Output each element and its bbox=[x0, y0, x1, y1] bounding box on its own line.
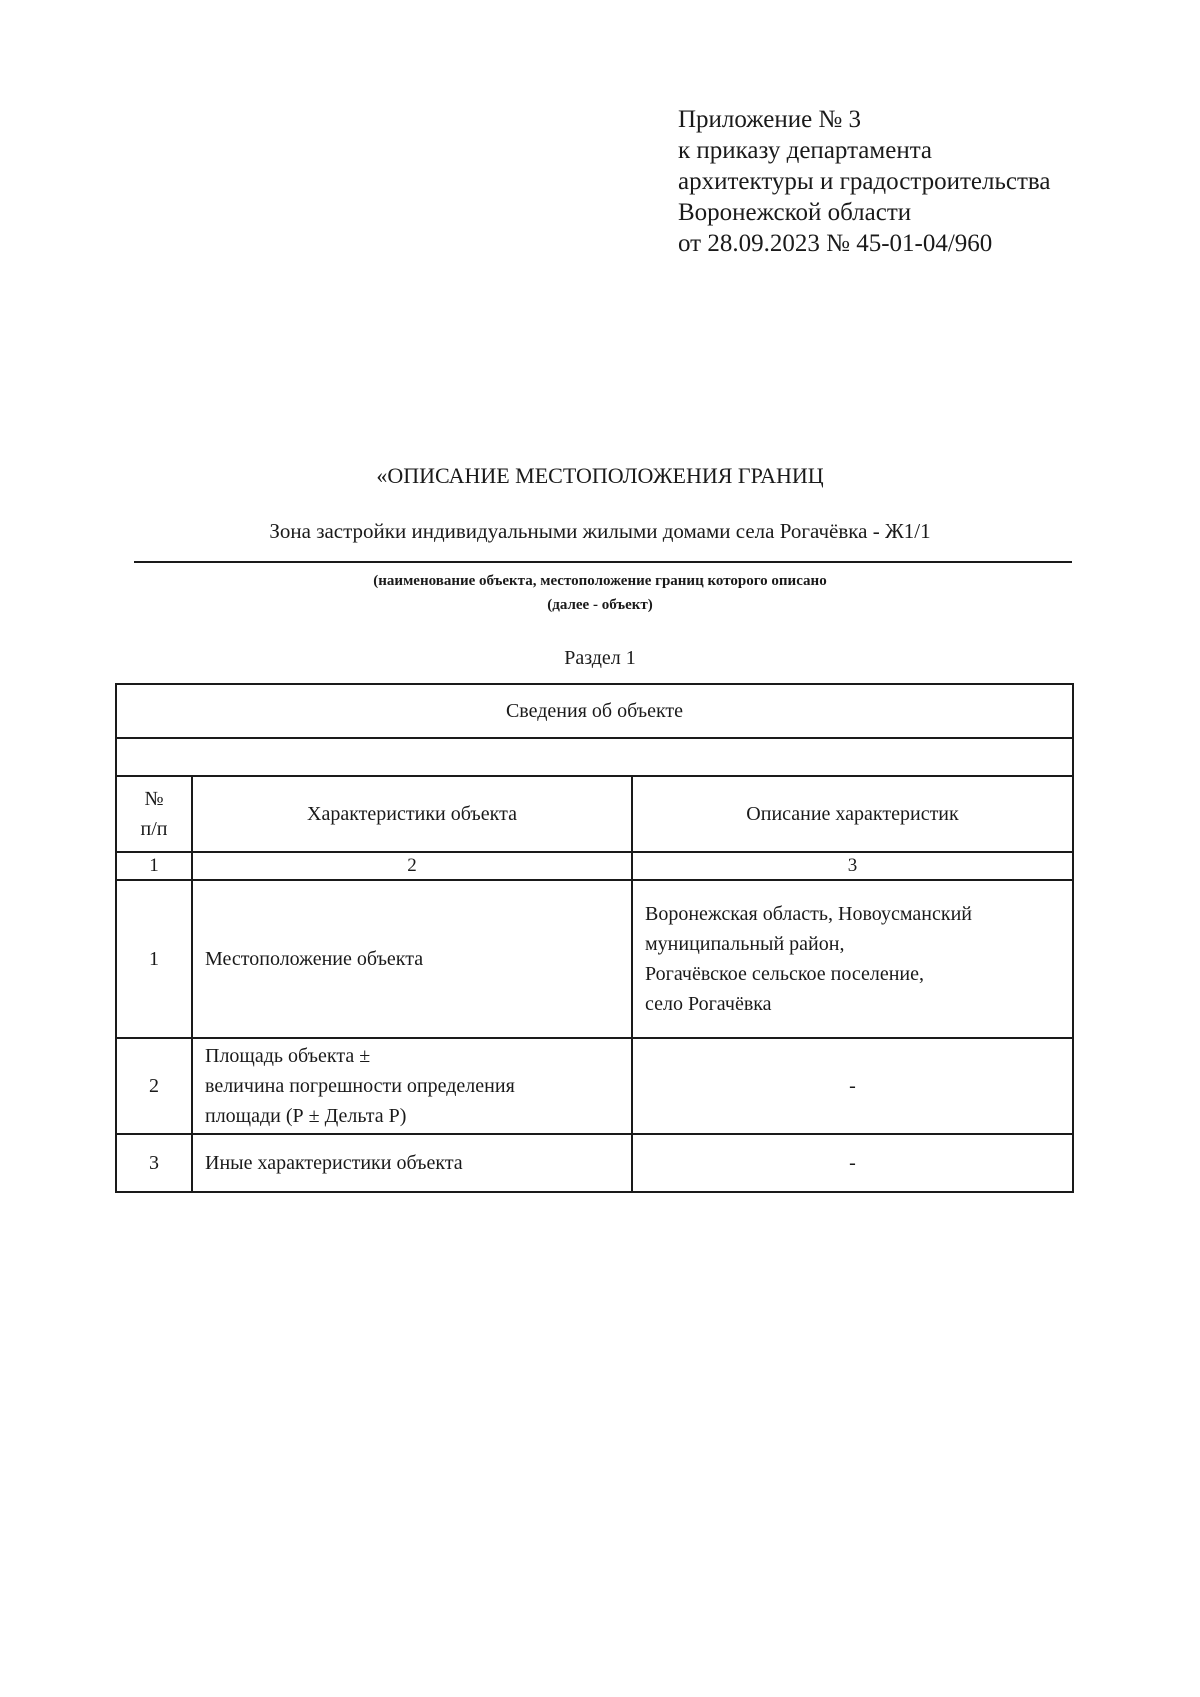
table-title: Сведения об объекте bbox=[116, 684, 1073, 738]
row-characteristic bbox=[192, 1134, 632, 1192]
approval-line: Приложение № 3 bbox=[678, 106, 862, 133]
characteristic-line: площади (Р ± Дельта Р) bbox=[205, 1105, 407, 1127]
row-characteristic bbox=[192, 1038, 632, 1134]
header-description: Описание характеристик bbox=[632, 776, 1073, 852]
object-name-caption bbox=[0, 569, 1200, 617]
table-blank-row bbox=[116, 738, 1073, 776]
row-num: 1 bbox=[116, 880, 192, 1038]
index-cell: 1 bbox=[116, 852, 192, 880]
table-index-row bbox=[116, 852, 1073, 880]
row-num: 3 bbox=[116, 1134, 192, 1192]
header-characteristic: Характеристики объекта bbox=[192, 776, 632, 852]
approval-line: Воронежской области bbox=[678, 199, 912, 226]
description-line: Воронежская область, Новоусманский bbox=[645, 903, 972, 925]
table-blank-cell bbox=[116, 738, 1073, 776]
index-cell: 3 bbox=[632, 852, 1073, 880]
object-info-table bbox=[115, 683, 1074, 1193]
object-name-underline bbox=[134, 561, 1072, 563]
object-name: Зона застройки индивидуальными жилыми домами села Рогачёвка - Ж1/1 bbox=[269, 519, 931, 543]
row-description: - bbox=[632, 1134, 1073, 1192]
row-num: 2 bbox=[116, 1038, 192, 1134]
section-label: Раздел 1 bbox=[564, 647, 636, 669]
table-title-row bbox=[116, 684, 1073, 738]
row-characteristic bbox=[192, 880, 632, 1038]
approval-line: к приказу департамента bbox=[678, 137, 933, 164]
approval-block bbox=[678, 104, 1050, 259]
caption-line: (наименование объекта, местоположение границ которого описано bbox=[373, 573, 827, 589]
caption-line: (далее - объект) bbox=[547, 597, 653, 613]
description-line: село Рогачёвка bbox=[645, 993, 772, 1015]
approval-line: от 28.09.2023 № 45-01-04/960 bbox=[678, 230, 993, 257]
table-row bbox=[116, 880, 1073, 1038]
characteristic-line: Площадь объекта ± bbox=[205, 1045, 371, 1067]
header-num bbox=[116, 776, 192, 852]
approval-line: архитектуры и градостроительства bbox=[678, 168, 1051, 195]
header-num-line: № bbox=[144, 788, 164, 810]
table-row bbox=[116, 1038, 1073, 1134]
document-title: «ОПИСАНИЕ МЕСТОПОЛОЖЕНИЯ ГРАНИЦ bbox=[376, 463, 824, 488]
description-line: Рогачёвское сельское поселение, bbox=[645, 963, 925, 985]
characteristic-line: Иные характеристики объекта bbox=[205, 1152, 463, 1174]
characteristic-line: Местоположение объекта bbox=[205, 948, 424, 970]
characteristic-line: величина погрешности определения bbox=[205, 1075, 515, 1097]
header-num-line: п/п bbox=[140, 818, 168, 840]
table-header-row bbox=[116, 776, 1073, 852]
index-cell: 2 bbox=[192, 852, 632, 880]
row-description bbox=[632, 880, 1073, 1038]
description-line: муниципальный район, bbox=[645, 933, 845, 955]
table-row bbox=[116, 1134, 1073, 1192]
row-description: - bbox=[632, 1038, 1073, 1134]
